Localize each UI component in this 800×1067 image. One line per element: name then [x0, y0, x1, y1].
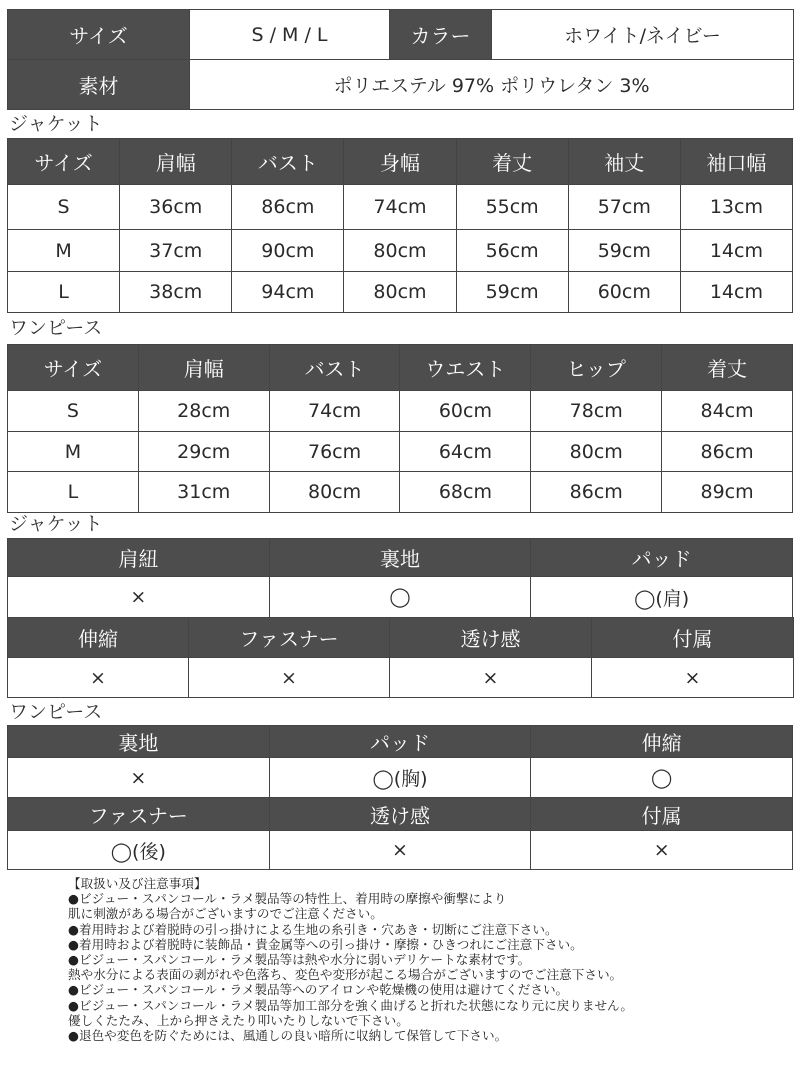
jacket-spec-header: パッド [531, 539, 793, 577]
table-cell: 59cm [456, 272, 568, 313]
table-cell: L [8, 272, 120, 313]
table-row [8, 432, 793, 472]
dress-spec-header: パッド [269, 726, 531, 758]
jacket-size-header: サイズ [8, 139, 120, 185]
jacket-spec-value: × [592, 658, 794, 698]
note-line: ●着用時および着脱時に装飾品・貴金属等への引っ掛け・摩擦・ひきつれにご注意下さい。 [68, 936, 583, 952]
material-label: 素材 [8, 60, 190, 110]
table-cell: 89cm [662, 472, 793, 513]
table-cell: 57cm [568, 185, 680, 230]
table-cell: 60cm [568, 272, 680, 313]
jacket-spec-value: ◯(肩) [531, 577, 793, 618]
jacket-spec-value: × [8, 658, 189, 698]
table-cell: 78cm [531, 391, 662, 432]
dress-size-header: サイズ [8, 345, 139, 391]
note-line: ●退色や変色を防ぐためには、風通しの良い暗所に収納して保管して下さい。 [68, 1028, 508, 1044]
table-cell: 60cm [400, 391, 531, 432]
dress-size-header: ヒップ [531, 345, 662, 391]
dress-spec-header: 伸縮 [531, 726, 793, 758]
jacket-spec-header: 裏地 [269, 539, 531, 577]
table-cell: 64cm [400, 432, 531, 472]
jacket-size-header: 身幅 [344, 139, 456, 185]
table-cell: 14cm [680, 272, 792, 313]
note-line: 熱や水分による表面の剥がれや色落ち、変色や変形が起こる場合がございますのでご注意下さい。 [68, 967, 623, 983]
table-cell: 68cm [400, 472, 531, 513]
dress-spec-header: ファスナー [8, 798, 270, 831]
jacket-spec-table-1 [7, 538, 793, 618]
care-notes [68, 876, 768, 1043]
color-label: カラー [390, 10, 492, 60]
jacket-spec-value: ◯ [269, 577, 531, 618]
table-cell: 74cm [344, 185, 456, 230]
jacket-spec-header: 伸縮 [8, 618, 189, 658]
table-cell: 80cm [344, 272, 456, 313]
table-cell: 80cm [269, 472, 400, 513]
table-cell: M [8, 432, 139, 472]
table-cell: L [8, 472, 139, 513]
note-line: ●ビジュー・スパンコール・ラメ製品等の特性上、着用時の摩擦や衝撃により [68, 891, 507, 907]
dress-size-header: 肩幅 [138, 345, 269, 391]
jacket-size-header: 袖口幅 [680, 139, 792, 185]
note-line: 【取扱い及び注意事項】 [68, 876, 207, 891]
table-cell: 86cm [232, 185, 344, 230]
basic-info-table [7, 9, 794, 110]
table-cell: 28cm [138, 391, 269, 432]
table-cell: 86cm [531, 472, 662, 513]
table-cell: M [8, 230, 120, 272]
table-cell: 86cm [662, 432, 793, 472]
dress-spec-table-1 [7, 725, 793, 798]
note-line: ●着用時および着脱時の引っ掛けによる生地の糸引き・穴あき・切断にご注意下さい。 [68, 921, 558, 937]
table-cell: 90cm [232, 230, 344, 272]
dress-size-title: ワンピース [9, 317, 103, 339]
jacket-size-header: バスト [232, 139, 344, 185]
table-cell: 76cm [269, 432, 400, 472]
table-cell: 80cm [344, 230, 456, 272]
dress-spec-value: × [8, 758, 270, 798]
table-cell: 14cm [680, 230, 792, 272]
table-cell: 37cm [120, 230, 232, 272]
table-cell: 74cm [269, 391, 400, 432]
dress-spec-value: × [269, 831, 531, 870]
table-cell: 55cm [456, 185, 568, 230]
jacket-size-header: 袖丈 [568, 139, 680, 185]
jacket-spec-header: 透け感 [390, 618, 592, 658]
dress-spec-value: ◯(後) [8, 831, 270, 870]
size-label: サイズ [8, 10, 190, 60]
jacket-spec-value: × [390, 658, 592, 698]
jacket-spec-header: 肩紐 [8, 539, 270, 577]
dress-size-table [7, 344, 793, 513]
note-line: 優しくたたみ、上から押さえたり叩いたりしないで下さい。 [68, 1012, 409, 1028]
table-row [8, 391, 793, 432]
jacket-spec-value: × [189, 658, 390, 698]
dress-spec-value: ◯ [531, 758, 793, 798]
jacket-size-header: 肩幅 [120, 139, 232, 185]
jacket-spec-header: ファスナー [189, 618, 390, 658]
table-cell: 59cm [568, 230, 680, 272]
table-row [8, 272, 793, 313]
jacket-size-header: 着丈 [456, 139, 568, 185]
dress-spec-value: ◯(胸) [269, 758, 531, 798]
size-value: S / M / L [190, 10, 390, 60]
dress-spec-value: × [531, 831, 793, 870]
note-line: 肌に刺激がある場合がございますのでご注意ください。 [68, 906, 383, 922]
jacket-spec-title: ジャケット [9, 513, 103, 535]
dress-size-header: ウエスト [400, 345, 531, 391]
table-cell: 13cm [680, 185, 792, 230]
dress-spec-title: ワンピース [9, 701, 103, 723]
table-cell: 94cm [232, 272, 344, 313]
table-row [8, 230, 793, 272]
dress-spec-table-2 [7, 797, 793, 870]
table-cell: S [8, 185, 120, 230]
table-cell: S [8, 391, 139, 432]
table-row [8, 185, 793, 230]
dress-spec-header: 裏地 [8, 726, 270, 758]
dress-spec-header: 付属 [531, 798, 793, 831]
table-cell: 38cm [120, 272, 232, 313]
table-cell: 84cm [662, 391, 793, 432]
material-value: ポリエステル 97% ポリウレタン 3% [190, 60, 794, 110]
dress-spec-header: 透け感 [269, 798, 531, 831]
jacket-spec-table-2 [7, 617, 794, 698]
dress-size-header: バスト [269, 345, 400, 391]
note-line: ●ビジュー・スパンコール・ラメ製品等は熱や水分に弱いデリケートな素材です。 [68, 952, 531, 968]
jacket-spec-header: 付属 [592, 618, 794, 658]
table-cell: 29cm [138, 432, 269, 472]
table-cell: 80cm [531, 432, 662, 472]
table-cell: 31cm [138, 472, 269, 513]
dress-size-header: 着丈 [662, 345, 793, 391]
table-cell: 56cm [456, 230, 568, 272]
table-row [8, 472, 793, 513]
note-line: ●ビジュー・スパンコール・ラメ製品等加工部分を強く曲げると折れた状態になり元に戻りません。 [68, 997, 633, 1013]
color-value: ホワイト/ネイビー [492, 10, 794, 60]
jacket-spec-value: × [8, 577, 270, 618]
note-line: ●ビジュー・スパンコール・ラメ製品等へのアイロンや乾燥機の使用は避けてください。 [68, 982, 569, 998]
jacket-size-table [7, 138, 793, 313]
table-cell: 36cm [120, 185, 232, 230]
jacket-size-title: ジャケット [9, 113, 103, 135]
